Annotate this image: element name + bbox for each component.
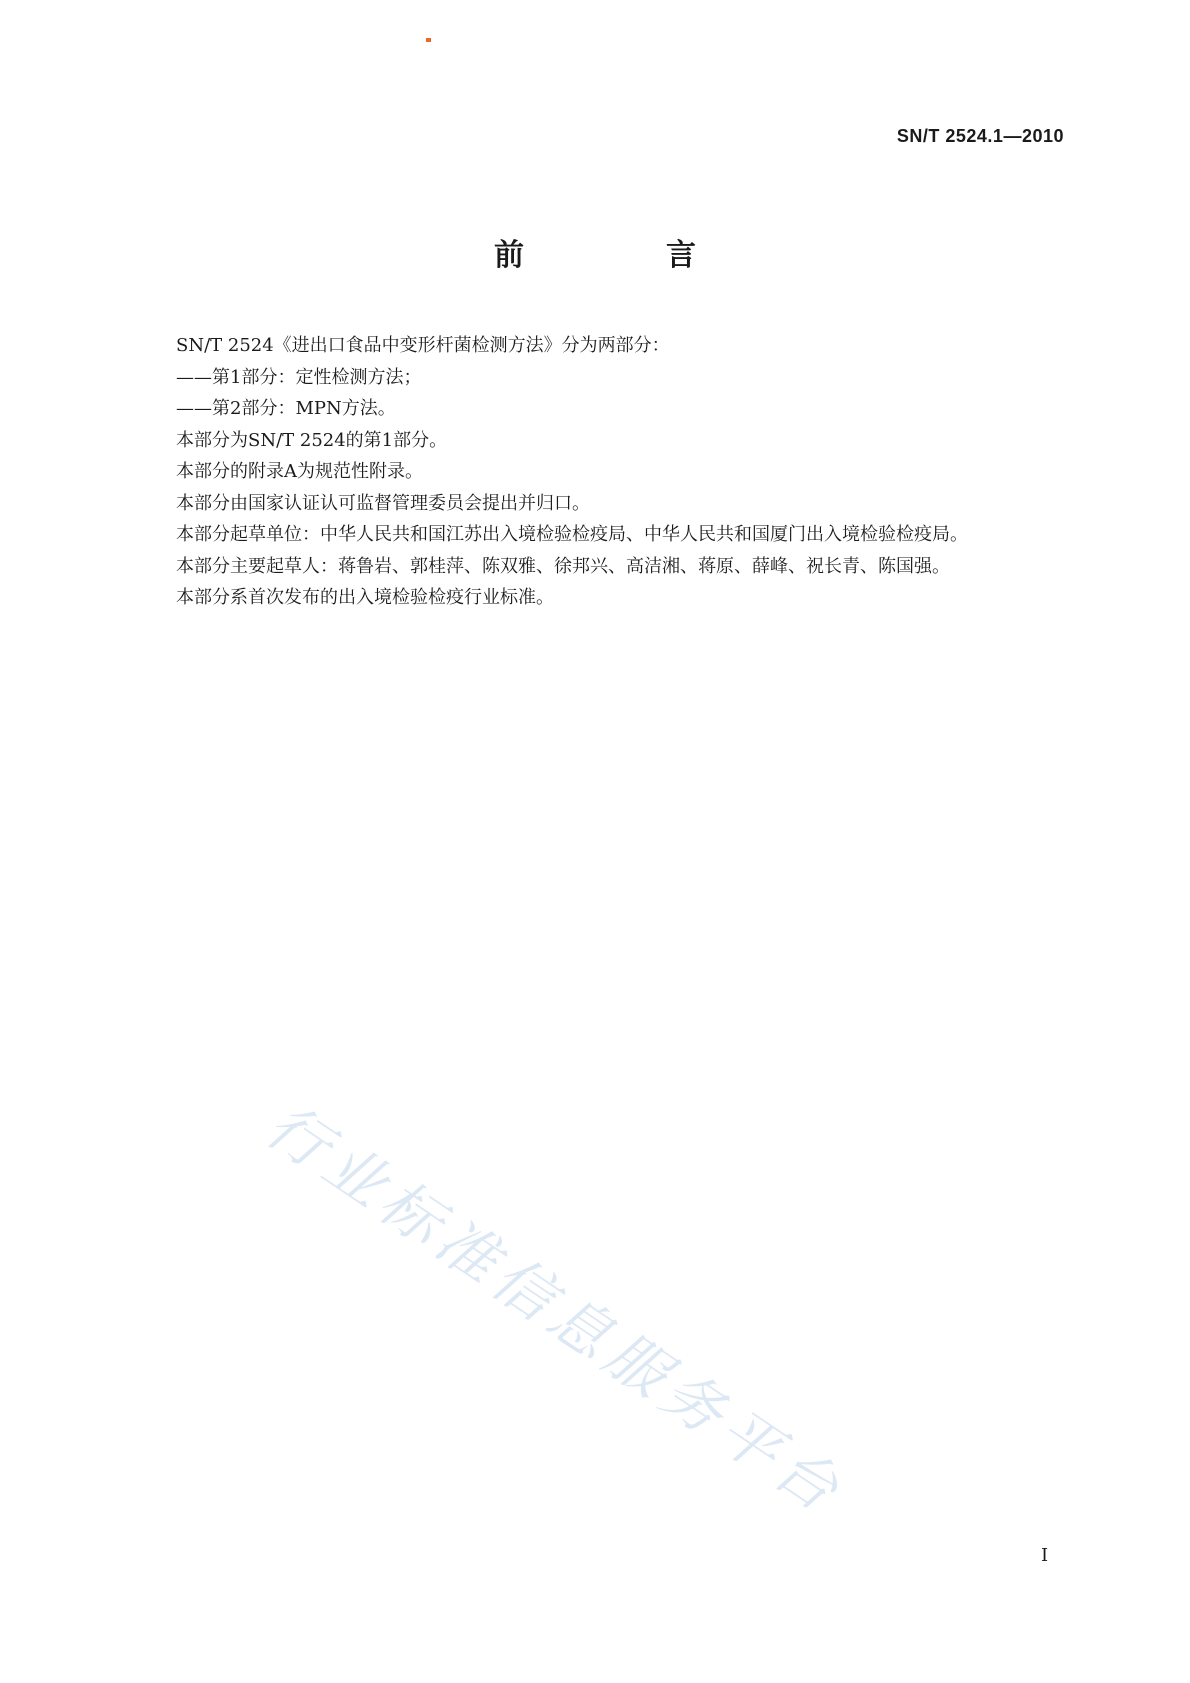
paragraph: 本部分系首次发布的出入境检验检疫行业标准。	[176, 587, 554, 608]
standard-number: SN/T 2524.1—2010	[896, 126, 1064, 146]
paragraph: 本部分为SN/T 2524的第1部分。	[176, 429, 448, 451]
paragraph: 本部分主要起草人：蒋鲁岩、郭桂萍、陈双雅、徐邦兴、高洁湘、蒋原、薛峰、祝长青、陈国强。	[176, 555, 950, 577]
paragraph: ——第1部分：定性检测方法；	[176, 366, 422, 388]
paragraph: 本部分的附录A为规范性附录。	[176, 461, 423, 482]
paragraph: 本部分起草单位：中华人民共和国江苏出入境检验检疫局、中华人民共和国厦门出入境检验检疫局。	[176, 524, 968, 545]
paragraph: 本部分由国家认证认可监督管理委员会提出并归口。	[176, 492, 590, 514]
page-title: 前 言	[494, 238, 752, 273]
page-number: I	[1041, 1545, 1049, 1566]
orange-mark	[426, 38, 431, 42]
paragraph: ——第2部分：MPN方法。	[176, 398, 396, 419]
foreword-body	[134, 330, 1064, 614]
paragraph: SN/T 2524《进出口食品中变形杆菌检测方法》分为两部分：	[176, 335, 670, 356]
watermark: 行业标准信息服务平台	[253, 1090, 857, 1530]
